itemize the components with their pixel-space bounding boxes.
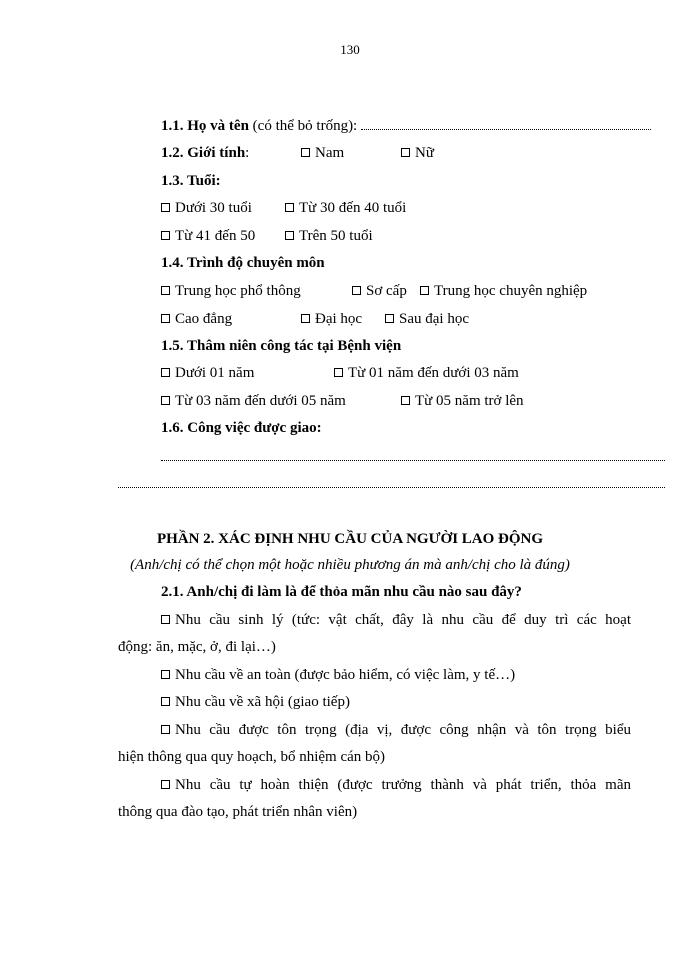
checkbox-icon[interactable] [161,670,170,679]
option-high-school[interactable] [161,281,301,301]
q1-1-note: (có thể bỏ trống): [252,118,361,134]
option-university[interactable] [301,309,362,329]
checkbox-icon[interactable] [334,368,343,377]
option-label: Nữ [415,145,434,161]
job-input-line-1[interactable] [161,447,665,461]
checkbox-icon[interactable] [161,203,170,212]
q1-2-colon: : [245,145,250,161]
option-age-30-40[interactable] [285,198,406,218]
option-label: Nam [315,145,345,161]
option-label: Nhu cầu về xã hội (giao tiếp) [175,694,350,710]
option-elementary[interactable] [352,281,407,301]
option-label: Từ 01 năm đến dưới 03 năm [348,365,519,381]
need-safety[interactable] [161,665,515,685]
option-label: Nhu cầu sinh lý (tức: vật chất, đây là nhu cầu để duy trì các hoạt [175,612,631,628]
checkbox-icon[interactable] [161,314,170,323]
option-label: Sơ cấp [366,283,407,299]
q1-1-row [161,116,651,136]
checkbox-icon[interactable] [301,148,310,157]
q1-4-label: 1.4. Trình độ chuyên môn [161,255,325,271]
option-over-5-years[interactable] [401,391,524,411]
part2-title: PHẦN 2. XÁC ĐỊNH NHU CẦU CỦA NGƯỜI LAO ĐỘNG [156,531,544,547]
need-social[interactable] [161,692,350,712]
q1-1-label: 1.1. Họ và tên [161,118,249,134]
option-label: Dưới 30 tuổi [175,200,252,216]
option-label: Từ 03 năm đến dưới 05 năm [175,393,346,409]
checkbox-icon[interactable] [161,615,170,624]
q1-2-label-text: 1.2. Giới tính [161,145,246,161]
checkbox-icon[interactable] [161,697,170,706]
option-1-3-years[interactable] [334,363,519,383]
checkbox-icon[interactable] [385,314,394,323]
option-age-41-50[interactable] [161,226,255,246]
need-self-actualization[interactable] [161,775,631,795]
checkbox-icon[interactable] [285,231,294,240]
checkbox-icon[interactable] [420,286,429,295]
option-label: Đại học [315,311,363,327]
q1-5-label: 1.5. Thâm niên công tác tại Bệnh viện [161,338,402,354]
checkbox-icon[interactable] [285,203,294,212]
option-label: Nhu cầu tự hoàn thiện (được trưởng thành và phát triển, thỏa mãn [175,777,631,793]
checkbox-icon[interactable] [352,286,361,295]
q2-1-label: 2.1. Anh/chị đi làm là để thỏa mãn nhu cầu nào sau đây? [161,584,522,600]
option-label: Cao đẳng [175,311,233,327]
name-input-line[interactable] [361,116,651,130]
checkbox-icon[interactable] [161,231,170,240]
option-label: Từ 41 đến 50 [175,228,256,244]
checkbox-icon[interactable] [401,148,410,157]
option-label: Trung học chuyên nghiệp [434,283,588,299]
option-under-1-year[interactable] [161,363,254,383]
checkbox-icon[interactable] [301,314,310,323]
need-esteem[interactable] [161,720,631,740]
part2-subtitle: (Anh/chị có thể chọn một hoặc nhiều phương án mà anh/chị cho là đúng) [130,557,570,573]
option-label: Trên 50 tuổi [299,228,373,244]
checkbox-icon[interactable] [161,725,170,734]
need-esteem-cont: hiện thông qua quy hoạch, bổ nhiệm cán bộ) [118,749,386,765]
option-college[interactable] [161,309,232,329]
need-physiological[interactable] [161,610,631,630]
option-label: Nhu cầu được tôn trọng (địa vị, được công nhận và tôn trọng biểu [175,722,631,738]
checkbox-icon[interactable] [161,286,170,295]
checkbox-icon[interactable] [161,368,170,377]
page-number: 130 [340,42,360,57]
checkbox-icon[interactable] [161,396,170,405]
option-age-under-30[interactable] [161,198,252,218]
option-label: Sau đại học [399,311,469,327]
option-label: Từ 05 năm trở lên [415,393,524,409]
checkbox-icon[interactable] [401,396,410,405]
option-label: Trung học phổ thông [175,283,301,299]
option-female[interactable] [401,143,434,163]
option-vocational[interactable] [420,281,587,301]
need-self-actualization-cont: thông qua đào tạo, phát triển nhân viên) [118,804,358,820]
option-male[interactable] [301,143,344,163]
checkbox-icon[interactable] [161,780,170,789]
q1-3-label: 1.3. Tuổi: [161,173,221,189]
q1-2-label [161,143,249,163]
job-input-line-2[interactable] [118,474,665,488]
option-label: Từ 30 đến 40 tuổi [299,200,407,216]
need-physiological-cont: động: ăn, mặc, ở, đi lại…) [118,639,276,655]
option-3-5-years[interactable] [161,391,346,411]
option-age-over-50[interactable] [285,226,373,246]
q1-6-label: 1.6. Công việc được giao: [161,420,322,436]
option-label: Nhu cầu về an toàn (được bảo hiểm, có việc làm, y tế…) [175,667,516,683]
option-label: Dưới 01 năm [175,365,255,381]
option-postgraduate[interactable] [385,309,469,329]
